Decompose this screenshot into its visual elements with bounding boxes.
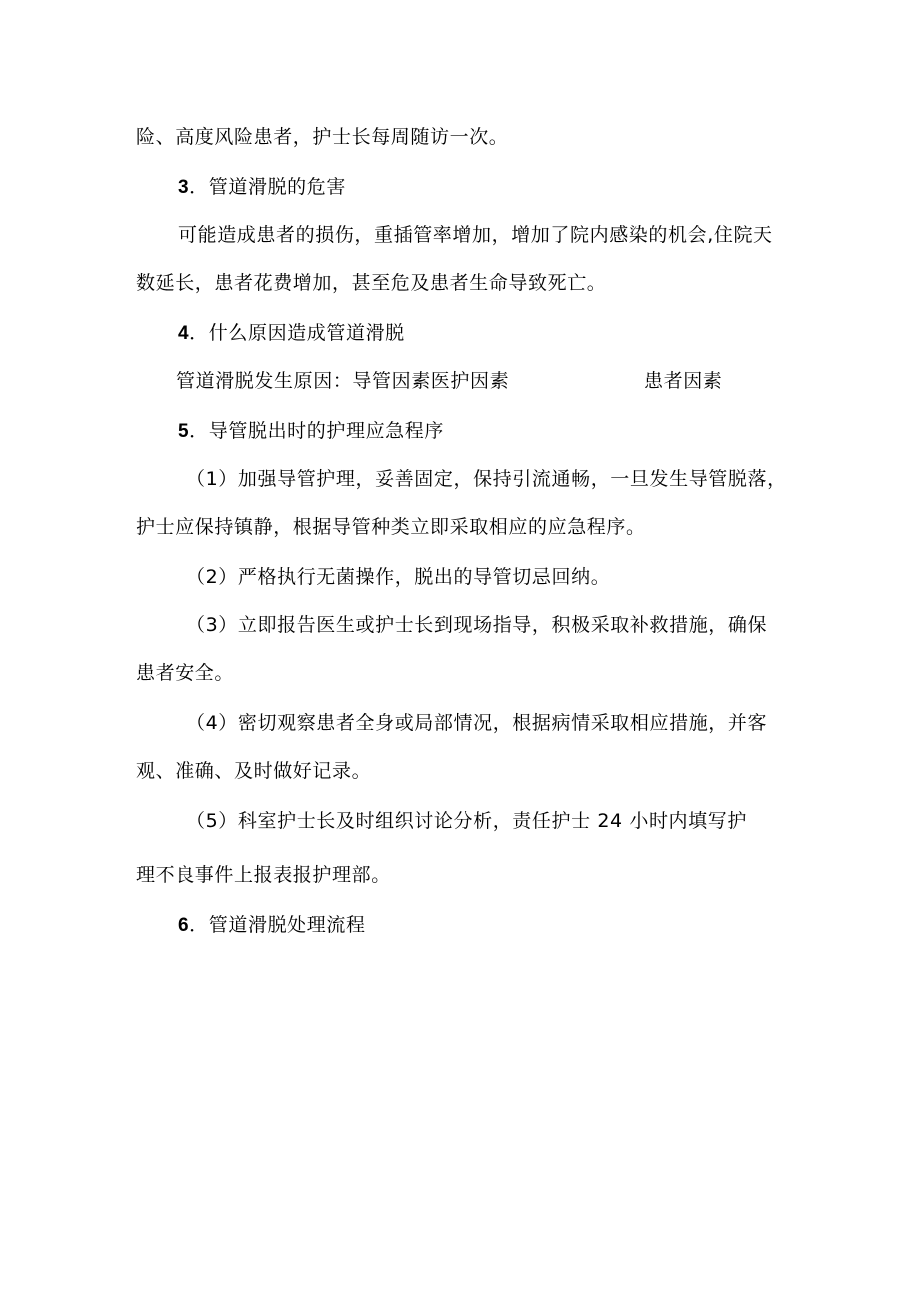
paragraph-line: 数延长，患者花费增加，甚至危及患者生命导致死亡。: [136, 272, 607, 294]
list-item-3-line-1: （3）立即报告医生或护士长到现场指导，积极采取补救措施，确保: [186, 614, 768, 636]
cause-line-right: 患者因素: [644, 370, 723, 392]
heading-text: ．管道滑脱处理流程: [189, 914, 366, 936]
heading-text: ．导管脱出时的护理应急程序: [189, 420, 444, 442]
paragraph-line: 可能造成患者的损伤，重插管率增加，增加了院内感染的机会,住院天: [178, 224, 773, 246]
section-heading-6: [178, 912, 366, 939]
heading-text: ．管道滑脱的危害: [189, 176, 346, 198]
list-item-4-line-1: （4）密切观察患者全身或局部情况，根据病情采取相应措施，并客: [186, 712, 768, 734]
heading-number: 4: [178, 323, 190, 344]
list-item-4-line-2: 观、准确、及时做好记录。: [136, 760, 372, 782]
heading-number: 5: [178, 421, 190, 442]
cause-line-left: 管道滑脱发生原因：导管因素医护因素: [176, 370, 510, 392]
list-item-2: （2）严格执行无菌操作，脱出的导管切忌回纳。: [186, 566, 611, 588]
list-item-5-line-1: （5）科室护士长及时组织讨论分析，责任护士 24 小时内填写护: [186, 810, 747, 832]
section-heading-3: [178, 174, 346, 201]
list-item-1-line-1: （1）加强导管护理，妥善固定，保持引流通畅，一旦发生导管脱落，: [186, 468, 787, 490]
list-item-3-line-2: 患者安全。: [136, 662, 235, 684]
section-heading-5: [178, 418, 444, 445]
list-item-5-line-2: 理不良事件上报表报护理部。: [136, 864, 391, 886]
paragraph-line: 险、高度风险患者，护士长每周随访一次。: [136, 126, 509, 148]
heading-number: 6: [178, 915, 190, 936]
heading-text: ．什么原因造成管道滑脱: [189, 322, 405, 344]
section-heading-4: [178, 320, 405, 347]
list-item-1-line-2: 护士应保持镇静，根据导管种类立即采取相应的应急程序。: [136, 516, 646, 538]
heading-number: 3: [178, 177, 190, 198]
